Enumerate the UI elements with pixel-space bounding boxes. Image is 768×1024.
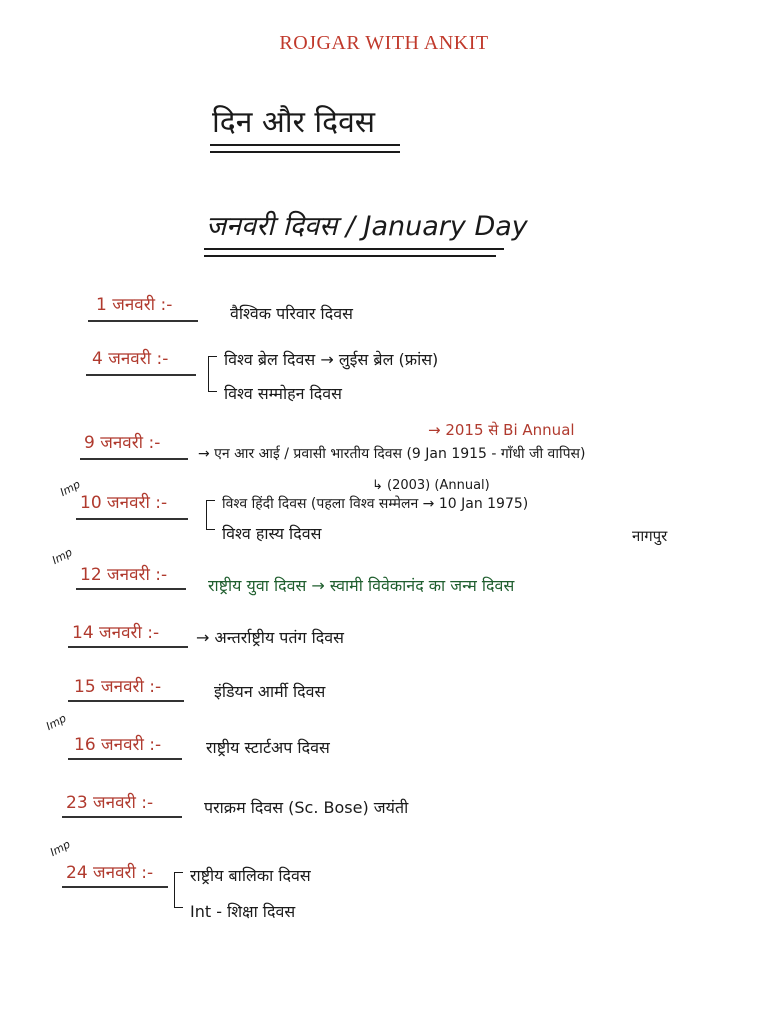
day-description: विश्व ब्रेल दिवस → लुईस ब्रेल (फ्रांस) <box>224 350 439 369</box>
date-label: 9 जनवरी :- <box>84 433 161 453</box>
title-underline <box>210 144 400 146</box>
day-description: → अन्तर्राष्ट्रीय पतंग दिवस <box>196 628 344 647</box>
list-item <box>0 346 768 403</box>
date-label: 4 जनवरी :- <box>92 349 169 369</box>
day-description: विश्व सम्मोहन दिवस <box>224 384 342 403</box>
list-item <box>0 620 768 660</box>
imp-mark: Imp <box>57 477 83 499</box>
day-description: राष्ट्रीय युवा दिवस → स्वामी विवेकानंद का जन्म दिवस <box>208 576 515 595</box>
date-underline <box>62 886 168 888</box>
list-item <box>0 292 768 332</box>
day-description: विश्व हिंदी दिवस (पहला विश्व सम्मेलन → 10 Jan 1975) <box>222 496 529 512</box>
note-text: → 2015 से Bi Annual <box>428 421 575 439</box>
date-label: 14 जनवरी :- <box>72 623 160 643</box>
imp-mark: Imp <box>43 711 69 733</box>
imp-mark: Imp <box>49 545 75 567</box>
date-label: 23 जनवरी :- <box>66 793 154 813</box>
day-description: → एन आर आई / प्रवासी भारतीय दिवस (9 Jan 1915 - गाँधी जी वापिस) <box>198 446 586 462</box>
brand-header: ROJGAR WITH ANKIT <box>279 32 489 54</box>
date-underline <box>86 374 196 376</box>
date-label: 10 जनवरी :- <box>80 493 168 513</box>
date-label: 12 जनवरी :- <box>80 565 168 585</box>
section-title: जनवरी दिवस / January Day <box>206 211 528 242</box>
day-description: विश्व हास्य दिवस <box>222 524 322 543</box>
branch-bracket <box>206 500 215 530</box>
date-underline <box>68 758 182 760</box>
date-underline <box>88 320 198 322</box>
section-underline-2 <box>204 255 496 257</box>
imp-mark: Imp <box>47 837 73 859</box>
note-text: नागपुर <box>632 527 668 545</box>
list-item <box>0 790 768 830</box>
list-item <box>0 711 768 772</box>
date-underline <box>76 588 186 590</box>
date-underline <box>62 816 182 818</box>
title-underline-2 <box>210 151 400 153</box>
date-label: 16 जनवरी :- <box>74 735 162 755</box>
day-description: वैश्विक परिवार दिवस <box>230 304 353 323</box>
list-item <box>0 545 768 602</box>
date-label: 24 जनवरी :- <box>66 863 154 883</box>
day-description: इंडियन आर्मी दिवस <box>214 682 326 701</box>
date-underline <box>80 458 188 460</box>
list-item <box>0 674 768 714</box>
date-underline <box>68 646 188 648</box>
date-underline <box>76 518 188 520</box>
branch-bracket <box>174 872 183 908</box>
day-description: पराक्रम दिवस (Sc. Bose) जयंती <box>204 798 409 817</box>
day-description: राष्ट्रीय बालिका दिवस <box>190 866 311 885</box>
day-description: Int - शिक्षा दिवस <box>190 902 296 921</box>
branch-bracket <box>208 356 217 392</box>
section-underline <box>204 248 504 250</box>
day-description: राष्ट्रीय स्टार्टअप दिवस <box>206 738 330 757</box>
date-label: 1 जनवरी :- <box>96 295 173 315</box>
date-underline <box>68 700 184 702</box>
list-item <box>0 837 768 921</box>
note-text: ↳ (2003) (Annual) <box>372 478 490 493</box>
date-label: 15 जनवरी :- <box>74 677 162 697</box>
page-title: दिन और दिवस <box>212 105 376 140</box>
